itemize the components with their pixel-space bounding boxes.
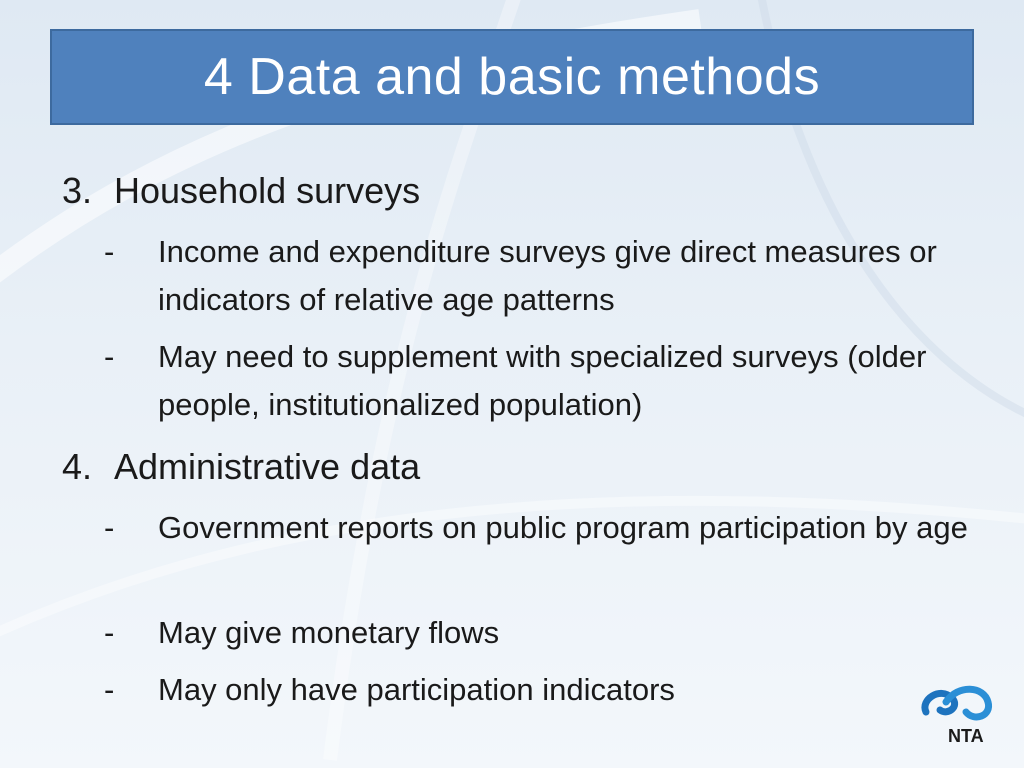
section-administrative-data: [62, 446, 420, 488]
bullet-marker: -: [104, 510, 115, 545]
slide-title: 4 Data and basic methods: [203, 48, 821, 106]
section-heading: Household surveys: [114, 170, 421, 211]
nta-logo: [918, 682, 1004, 746]
bullet-marker: -: [104, 339, 115, 374]
bullet-text: May only have participation indicators: [158, 672, 675, 707]
bullet-item: [104, 609, 984, 657]
section-household-surveys: [62, 170, 420, 212]
bullet-marker: -: [104, 672, 115, 707]
bullet-item: [104, 333, 984, 429]
bullet-marker: -: [104, 615, 115, 650]
section-number: 3.: [62, 170, 93, 211]
section-number: 4.: [62, 446, 93, 487]
bullet-marker: -: [104, 234, 115, 269]
bullet-item: [104, 666, 984, 714]
bullet-text: Government reports on public program participation by age: [158, 510, 968, 545]
bullet-text: May give monetary flows: [158, 615, 500, 650]
bullet-text: May need to supplement with specialized surveys (older people, institutionalized population): [158, 339, 927, 422]
bullet-item: [104, 228, 984, 324]
bullet-text: Income and expenditure surveys give direct measures or indicators of relative age patterns: [158, 234, 937, 317]
bullet-item: [104, 504, 984, 552]
section-heading: Administrative data: [114, 446, 421, 487]
logo-text: NTA: [948, 726, 984, 746]
